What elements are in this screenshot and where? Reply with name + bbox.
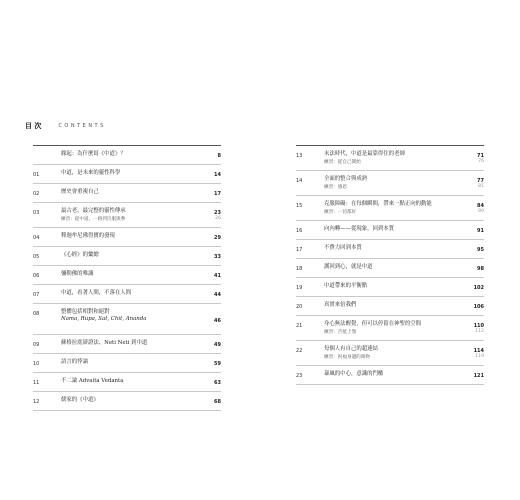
page-number: 84 — [477, 203, 484, 209]
exercise-title: 練習：從自己開始 — [324, 160, 361, 165]
exercise-page-number: 81 — [478, 184, 484, 189]
chapter-title-line: 護回到心，就是中道 — [324, 264, 373, 270]
chapter-title-line: 暴風的中心，意識的門檻 — [324, 371, 384, 377]
chapter-title-line: 歷史會重複自己 — [61, 189, 99, 195]
page-number: 71 — [477, 153, 484, 159]
chapter-title — [324, 371, 472, 378]
page-number: 121 — [473, 373, 484, 379]
page-number: 106 — [473, 304, 484, 310]
chapter-title — [61, 252, 209, 259]
page-number: 29 — [214, 235, 221, 241]
chapter-title-line2: Nama, Rupa, Sat, Chit, Ananda — [61, 316, 147, 322]
chapter-title — [324, 302, 472, 309]
toc-entry[interactable] — [33, 372, 221, 391]
toc-entry[interactable] — [296, 220, 484, 239]
toc-entry[interactable] — [33, 202, 221, 227]
chapter-title — [61, 359, 209, 366]
toc-entry[interactable] — [296, 277, 484, 296]
toc-entry[interactable] — [296, 145, 484, 170]
chapter-number: 20 — [296, 304, 303, 310]
chapter-title-line: 真實來倍我們 — [324, 302, 357, 308]
chapter-title-line: 蘇格拉底辯證法、Neti Neti 到中道 — [61, 340, 148, 346]
page-number: 63 — [214, 380, 221, 386]
chapter-number: 06 — [33, 273, 40, 279]
page-number: 44 — [214, 292, 221, 298]
chapter-number: 03 — [33, 210, 40, 216]
toc-entry[interactable] — [33, 183, 221, 202]
toc-entry[interactable] — [33, 353, 221, 372]
page-number: 59 — [214, 361, 221, 367]
chapter-number: 04 — [33, 235, 40, 241]
chapter-number: 16 — [296, 228, 303, 234]
contents-header — [25, 121, 106, 131]
chapter-number: 18 — [296, 266, 303, 272]
exercise-page-number: 112 — [475, 329, 484, 334]
page-number: 77 — [477, 178, 484, 184]
exercise-page-number: 89 — [478, 209, 484, 214]
toc-entry[interactable] — [33, 265, 221, 284]
exercise-title: 練習：感恩 — [324, 185, 347, 190]
chapter-title-line: 身心無法醒覺，但可以停留在神聖的空間 — [324, 321, 422, 327]
chapter-title-line: 儒家的《中道》 — [61, 397, 99, 403]
chapter-number: 05 — [33, 254, 40, 260]
page-number: 14 — [214, 172, 221, 178]
chapter-title — [61, 309, 209, 323]
toc-entry[interactable] — [296, 340, 484, 365]
chapter-title — [61, 378, 209, 385]
toc-entry[interactable] — [296, 315, 484, 340]
chapter-title — [61, 340, 209, 347]
page-number: 95 — [477, 247, 484, 253]
toc-entry[interactable] — [296, 239, 484, 258]
chapter-title — [61, 170, 209, 177]
toc-entry[interactable] — [296, 170, 484, 195]
chapter-title-line: 全面的整合與成熟 — [324, 176, 368, 182]
page-number: 41 — [214, 273, 221, 279]
chapter-title-line: 末法時代，中道是最靠得住的老師 — [324, 151, 405, 157]
toc-entry[interactable] — [33, 303, 221, 334]
chapter-number: 11 — [33, 380, 40, 386]
chapter-number: 23 — [296, 373, 303, 379]
chapter-number: 02 — [33, 191, 40, 197]
page-number: 102 — [473, 285, 484, 291]
chapter-number: 13 — [296, 153, 303, 159]
chapter-title-line: 中道，看著人間，不落在人間 — [61, 290, 132, 296]
toc-entry[interactable] — [296, 296, 484, 315]
toc-entry[interactable] — [33, 391, 221, 411]
exercise-page-number: 76 — [478, 159, 484, 164]
chapter-number: 08 — [33, 311, 40, 317]
chapter-title — [324, 346, 472, 353]
chapter-number: 14 — [296, 178, 303, 184]
contents-label: CONTENTS — [58, 123, 106, 129]
toc-entry[interactable] — [33, 164, 221, 183]
chapter-number: 01 — [33, 172, 40, 178]
chapter-title — [324, 245, 472, 252]
toc-entry[interactable] — [33, 246, 221, 265]
page-number: 23 — [214, 210, 221, 216]
toc-entry[interactable] — [296, 195, 484, 220]
page-number: 68 — [214, 399, 221, 405]
toc-entry[interactable] — [296, 365, 484, 385]
chapter-number: 17 — [296, 247, 303, 253]
chapter-title-line: 釋迦牟尼佛得寶的發現 — [61, 233, 115, 239]
chapter-number: 21 — [296, 323, 303, 329]
exercise-title: 練習：祝福身邊的萬物 — [324, 355, 370, 360]
chapter-title-line: 整體包括相對和絕對 — [61, 309, 110, 315]
chapter-number: 19 — [296, 285, 303, 291]
chapter-number: 12 — [33, 399, 40, 405]
page-number: 33 — [214, 254, 221, 260]
chapter-title — [61, 151, 209, 158]
chapter-title — [61, 290, 209, 297]
chapter-title — [324, 201, 472, 208]
page-number: 46 — [214, 318, 221, 324]
chapter-title-line: 語言的悖論 — [61, 359, 88, 365]
chapter-number: 22 — [296, 348, 303, 354]
page-number: 110 — [473, 323, 484, 329]
page-number: 91 — [477, 228, 484, 234]
page-number: 114 — [473, 348, 484, 354]
chapter-title-line: 不二論 Advaita Vedanta — [61, 378, 124, 384]
exercise-title: 練習：一切都好 — [324, 210, 357, 215]
chapter-title — [61, 233, 209, 240]
toc-entry[interactable] — [33, 334, 221, 353]
toc-entry[interactable] — [33, 145, 221, 164]
toc-mark: 目 次 — [25, 122, 42, 130]
toc-column-right — [296, 145, 484, 385]
chapter-title — [324, 151, 472, 158]
page-number: 8 — [217, 153, 221, 159]
chapter-title — [61, 208, 209, 215]
chapter-title — [324, 226, 472, 233]
chapter-title — [324, 264, 472, 271]
chapter-title-line: 緣起：為什麼寫《中道》？ — [61, 151, 126, 157]
chapter-title — [61, 397, 209, 404]
exercise-title: 練習：從中道，一路到臣服與參 — [61, 217, 126, 222]
chapter-number: 09 — [33, 342, 40, 348]
exercise-title: 練習：舌抵上顎 — [324, 330, 357, 335]
chapter-title-line: 中道帶來的平衡點 — [324, 283, 368, 289]
chapter-title-line: 彌勒佛的唯識 — [61, 271, 94, 277]
toc-entry[interactable] — [33, 227, 221, 246]
chapter-title-line: 克服障礙：在每個瞬間，帶來一點正向的動能 — [324, 201, 432, 207]
chapter-title-line: 每個人有自己的超連結 — [324, 346, 378, 352]
chapter-number: 10 — [33, 361, 40, 367]
chapter-number: 15 — [296, 203, 303, 209]
page-number: 49 — [214, 342, 221, 348]
chapter-title — [61, 271, 209, 278]
chapter-title — [324, 283, 472, 290]
chapter-title — [61, 189, 209, 196]
toc-entry[interactable] — [33, 284, 221, 303]
chapter-title-line: 《心經》的彙總 — [61, 252, 99, 258]
chapter-title-line: 不費力回到本質 — [324, 245, 362, 251]
page-number: 98 — [477, 266, 484, 272]
chapter-title-line: 最古老、最完整的靈性傳承 — [61, 208, 126, 214]
chapter-title — [324, 176, 472, 183]
toc-entry[interactable] — [296, 258, 484, 277]
toc-column-left — [33, 145, 221, 411]
chapter-title — [324, 321, 472, 328]
exercise-page-number: 119 — [475, 354, 484, 359]
chapter-title-line: 向內轉——從現象，回到本質 — [324, 226, 395, 232]
exercise-page-number: 26 — [215, 216, 221, 221]
chapter-title-line: 中道，是未來的靈性科學 — [61, 170, 121, 176]
chapter-number: 07 — [33, 292, 40, 298]
page-number: 17 — [214, 191, 221, 197]
